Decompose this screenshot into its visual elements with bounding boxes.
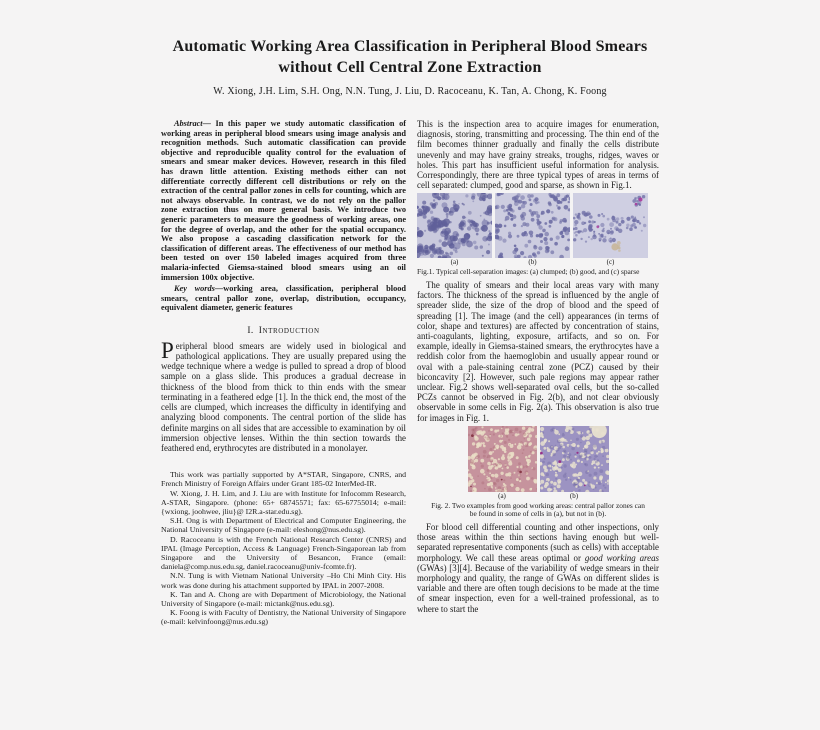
footnote-author-tan-chong: K. Tan and A. Chong are with Department of Microbiology, the National University of Singapore (e-mail: mictank@nus.edu.sg). xyxy=(161,589,406,608)
title-line-2: without Cell Central Zone Extraction xyxy=(278,59,542,76)
paper-authors: W. Xiong, J.H. Lim, S.H. Ong, N.N. Tung, J. Liu, D. Racoceanu, K. Tan, A. Chong, K. Foong xyxy=(213,86,607,97)
introduction-text: eripheral blood smears are widely used in biological and pathological applications. They are usually prepared using the wedge technique where a wedge is pulled to spread a drop of blood sample on a glass slide. This produces a gradual decrease in thickness of the blood from thick to thin ends with the smear terminating in a feathered edge [1]. In the thick end, the most of the cells are clumped, which increases the difficulty in identifying and analyzing blood components. The central portion of the slide has definite margins on all sides that are accessible to examination by oil immersion objective lenses. Within the thin section towards the feathered end, erythrocytes are distributed in a monolayer. xyxy=(161,340,406,453)
abstract-paragraph xyxy=(161,119,406,282)
figure-2-label-b: (b) xyxy=(569,491,579,500)
gwa-term-italic: good working areas xyxy=(584,552,659,563)
footnote-author-ong: S.H. Ong is with Department of Electrical and Computer Engineering, the National University of Singapore (e-mail: eleshong@nus.edu.sg). xyxy=(161,516,406,535)
smear-image-good xyxy=(495,193,570,258)
figure-2-caption-line1: Fig. 2. Two examples from good working areas: central pallor zones can xyxy=(431,500,645,510)
section-heading-introduction xyxy=(161,326,406,336)
paragraph-smear-quality: The quality of smears and their local areas vary with many factors. The thickness of the spread is influenced by the angle of spreader slide, the size of the drop of blood and the speed of spreading [1]. The image (and the cell) appearances (in terms of color, shape and textures) are affected by concentration of stains, anti-coagulants, lighting, exposure, artifacts, and so on. For example, ideally in Giemsa-stained smears, the erythrocytes have a reddish color from the haemoglobin and usually appear round or oval with a pale-staining central zone (PCZ) caused by their biconcavity [2]. However, such pale regions may appear rather unclear. Fig.2 shows well-separated oval cells, but the so-called PCZs cannot be observed in Fig. 2(b), and not clear obviously observable in some cells in Fig. 2(a). This observation is also true for images in Fig. 1. xyxy=(417,280,659,423)
gwa-text-pre: For blood cell differential counting and other inspections, only those areas within the thin sections having enough but well-separated representative components (such as cells) with acceptable morphology. We call these areas optimal or xyxy=(417,522,659,563)
keywords-paragraph xyxy=(161,284,406,313)
footnote-author-xiong: W. Xiong, J. H. Lim, and J. Liu are with Institute for Infocomm Research, A-STAR, Singapore. (phone: 65+ 68745571; fax: 65-67755014; e-mail: {wxiong, joohwee, jliu}@ I2R.a-star.edu.sg). xyxy=(161,488,406,516)
introduction-paragraph xyxy=(161,337,406,453)
figure-2-sublabels xyxy=(417,492,659,501)
title-line-1: Automatic Working Area Classification in Peripheral Blood Smears xyxy=(172,38,648,55)
abstract-label: Abstract— xyxy=(174,119,211,128)
figure-1-label-c: (c) xyxy=(606,258,615,267)
left-column xyxy=(161,119,406,627)
figure-2-images xyxy=(417,426,659,492)
paper-page xyxy=(161,0,659,627)
footnote-author-tung: N.N. Tung is with Vietnam National University –Ho Chi Minh City. His work was done during his attachment supported by IPAL in 2007-2008. xyxy=(161,571,406,590)
abstract-text: In this paper we study automatic classification of working areas in peripheral blood smears using image analysis and recognition methods. Such automatic classification can provide objective and reproducible quality control for the evaluation of smears and smear maker devices. However, research in this filed has drawn little attention. Existing methods either can not differentiate correctly different cell distributions or rely on the extraction of the central pallor zones in cells for counting, which are not always observable. In contrast, we do not rely on the pallor zone extraction thus on more general basis. We introduce two generic parameters to measure the goodness of working areas, one for the degree of overlap, and the other for the spatial occupancy. We also propose a cascading classification network for the classification of different areas. The effectiveness of our method has been tested on over 150 labeled images acquired from three malaria-infected Giemsa-stained blood smears using an oil immersion 100x objective. xyxy=(161,119,406,282)
smear-image-clumped xyxy=(417,193,492,258)
paragraph-inspection-area: This is the inspection area to acquire images for enumeration, diagnosis, storing, transmitting and processing. The thin end of the film becomes thinner gradually and finally the cells distribute unevenly and may have grainy streaks, troughs, ridges, waves or holes. This part has insufficient useful information for analysis. Correspondingly, there are three typical types of areas in terms of cell separated: clumped, good and sparse, as shown in Fig.1. xyxy=(417,119,659,191)
figure-1 xyxy=(417,193,659,277)
figure-1-label-b: (b) xyxy=(528,258,537,267)
section-title: Introduction xyxy=(258,325,320,336)
keywords-text: —working area, classification, peripheral blood smears, central pallor zone, overlap, distribution, occupancy, equivalent diameter, generic features xyxy=(161,284,406,313)
footnotes-block xyxy=(161,470,406,626)
footnote-author-foong: K. Foong is with Faculty of Dentistry, the National University of Singapore (e-mail: kelvinfoong@nus.edu.sg) xyxy=(161,608,406,627)
figure-1-sublabels xyxy=(417,258,659,267)
footnote-funding: This work was partially supported by A*STAR, Singapore, CNRS, and French Ministry of Foreign Affairs under Grant 185-02 InterMed-IR. xyxy=(161,470,406,489)
figure-1-images xyxy=(417,193,659,258)
figure-2-caption-line2: be found in some of cells in (a), but not in (b). xyxy=(469,509,607,519)
figure-2-label-a: (a) xyxy=(498,491,506,500)
figure-2 xyxy=(417,426,659,519)
keywords-label: Key words xyxy=(174,284,215,294)
right-column xyxy=(417,119,659,614)
figure-1-label-a: (a) xyxy=(450,258,459,267)
smear-image-purple-no-pcz xyxy=(540,426,609,492)
section-number: I. xyxy=(247,325,254,336)
drop-cap: P xyxy=(161,337,174,363)
gwa-text-post: (GWAs) [3][4]. Because of the variability of wedge smears in their morphology and quality, the range of GWAs on different slides is variable and there are often tough decisions to be made at the time of smear inspection, even for a well-trained professional, as to where to start the xyxy=(417,562,659,614)
paper-title xyxy=(161,36,659,78)
figure-2-caption xyxy=(417,502,659,519)
smear-image-sparse xyxy=(573,193,648,258)
two-column-body xyxy=(161,119,659,627)
footnote-author-racoceanu: D. Racoceanu is with the French National Research Center (CNRS) and IPAL (Image Perception, Access & Language) French-Singaporean lab from Singapore and the University of Besancon, France (email: daniela@comp.nus.edu.sg, daniel.racoceanu@univ-fcomte.fr). xyxy=(161,534,406,572)
paragraph-gwa xyxy=(417,522,659,614)
smear-image-pink-pcz xyxy=(468,426,537,492)
figure-1-caption: Fig.1. Typical cell-separation images: (a) clumped; (b) good, and (c) sparse xyxy=(417,267,640,277)
